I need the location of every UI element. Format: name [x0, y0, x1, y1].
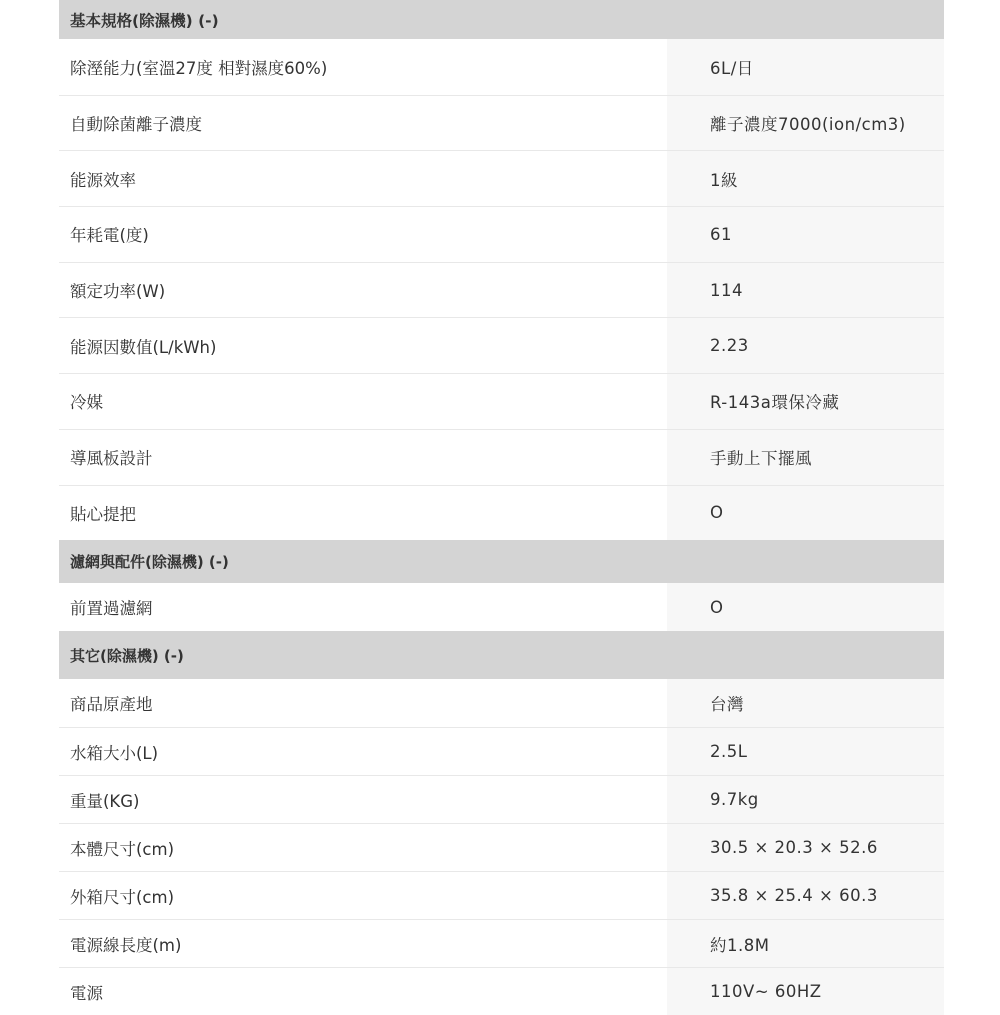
table-row: [59, 871, 944, 919]
table-row: [59, 583, 944, 631]
table-row: [59, 373, 944, 429]
row-label: 商品原產地: [59, 679, 667, 727]
row-label: 電源線長度(m): [59, 919, 667, 967]
row-label: 貼心提把: [59, 485, 667, 541]
section-header-basic-specs: 基本規格(除濕機) (-): [59, 0, 944, 39]
row-value: 2.23: [667, 317, 944, 373]
row-value: 114: [667, 262, 944, 318]
row-value: 9.7kg: [667, 775, 944, 823]
row-value: 35.8 × 25.4 × 60.3: [667, 871, 944, 919]
table-row: [59, 39, 944, 95]
row-label: 能源效率: [59, 150, 667, 206]
row-value: O: [667, 485, 944, 541]
table-row: [59, 429, 944, 485]
row-label: 重量(KG): [59, 775, 667, 823]
row-value: 6L/日: [667, 39, 944, 95]
row-label: 能源因數值(L/kWh): [59, 317, 667, 373]
table-row: [59, 95, 944, 151]
row-label: 外箱尺寸(cm): [59, 871, 667, 919]
table-row: [59, 485, 944, 541]
row-value: 台灣: [667, 679, 944, 727]
row-label: 本體尺寸(cm): [59, 823, 667, 871]
table-row: [59, 967, 944, 1015]
table-row: [59, 919, 944, 967]
table-row: [59, 262, 944, 318]
row-label: 導風板設計: [59, 429, 667, 485]
row-value: 約1.8M: [667, 919, 944, 967]
row-value: 61: [667, 206, 944, 262]
spec-table: [59, 0, 944, 1015]
table-row: [59, 727, 944, 775]
table-row: [59, 150, 944, 206]
section-header-other: 其它(除濕機) (-): [59, 631, 944, 679]
section-header-filters-accessories: 濾網與配件(除濕機) (-): [59, 540, 944, 583]
row-value: 1級: [667, 150, 944, 206]
row-value: 110V~ 60HZ: [667, 967, 944, 1015]
row-value: 2.5L: [667, 727, 944, 775]
row-label: 電源: [59, 967, 667, 1015]
table-row: [59, 679, 944, 727]
row-label: 冷媒: [59, 373, 667, 429]
table-row: [59, 317, 944, 373]
row-label: 額定功率(W): [59, 262, 667, 318]
row-label: 前置過濾網: [59, 583, 667, 631]
row-value: 離子濃度7000(ion/cm3): [667, 95, 944, 151]
table-row: [59, 206, 944, 262]
table-row: [59, 823, 944, 871]
row-value: 手動上下擺風: [667, 429, 944, 485]
row-label: 年耗電(度): [59, 206, 667, 262]
row-value: O: [667, 583, 944, 631]
row-label: 自動除菌離子濃度: [59, 95, 667, 151]
row-value: 30.5 × 20.3 × 52.6: [667, 823, 944, 871]
row-value: R-143a環保冷藏: [667, 373, 944, 429]
row-label: 水箱大小(L): [59, 727, 667, 775]
row-label: 除溼能力(室溫27度 相對濕度60%): [59, 39, 667, 95]
table-row: [59, 775, 944, 823]
